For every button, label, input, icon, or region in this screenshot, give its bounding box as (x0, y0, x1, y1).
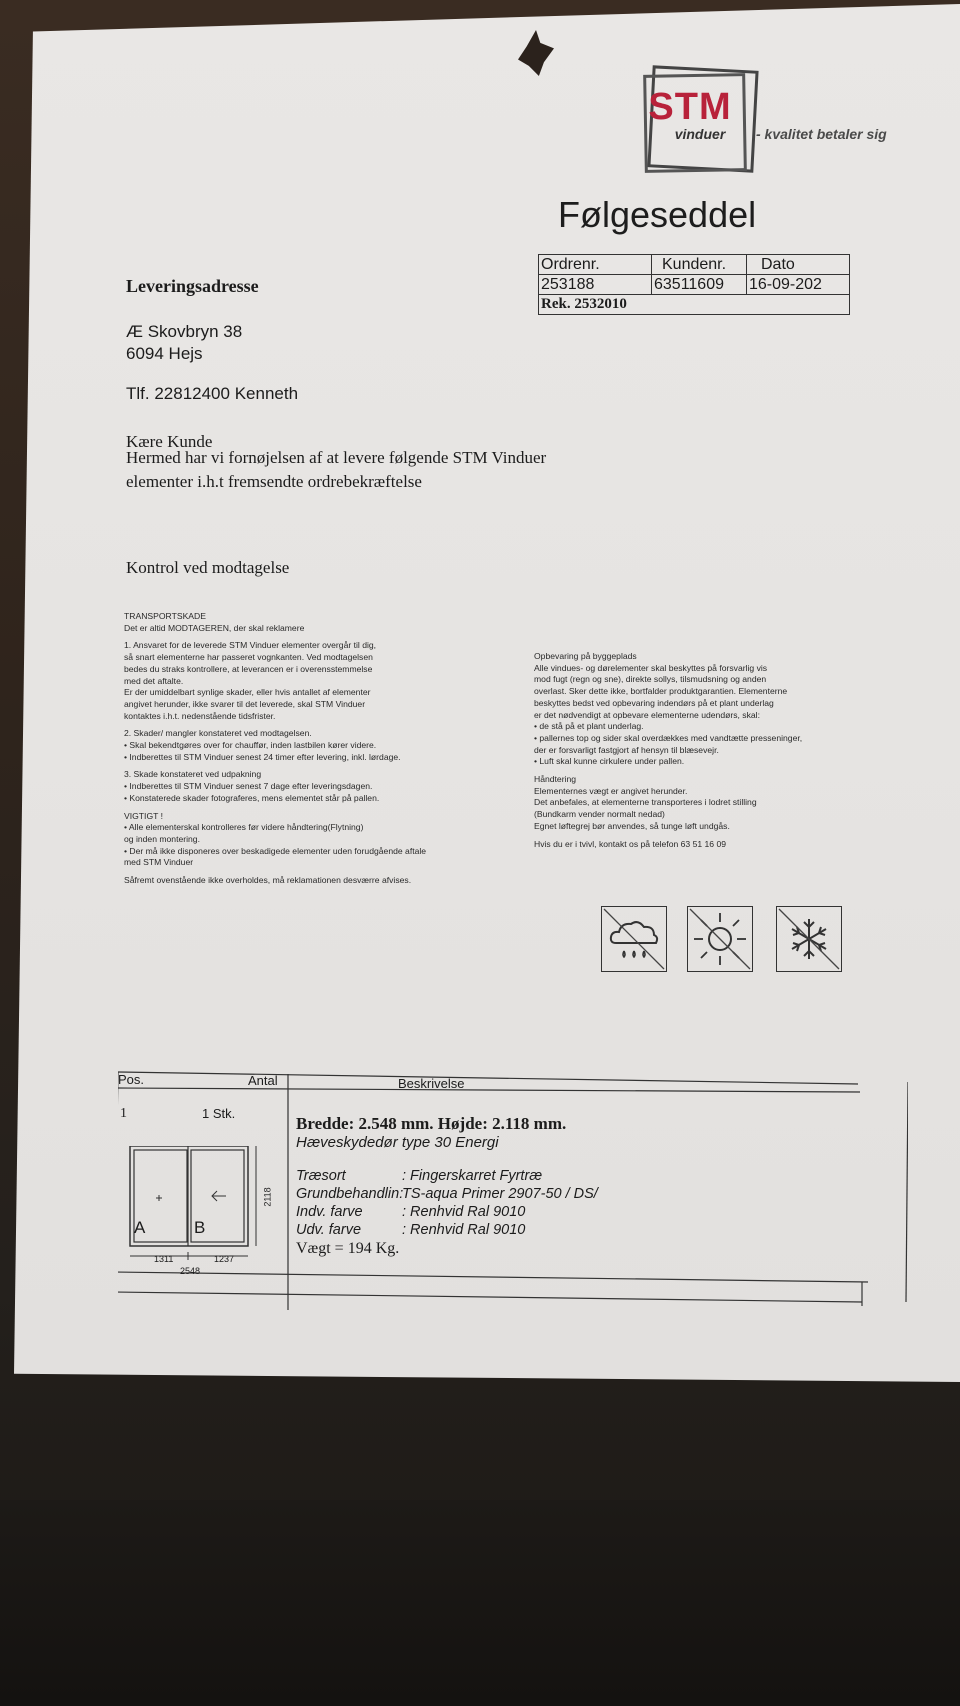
item-spec-labels (296, 1167, 403, 1239)
fine-print-line: 1. Ansvaret for de leverede STM Vinduer elementer overgår til dig, (124, 640, 377, 651)
logo-text: STM (648, 86, 732, 128)
fine-print-line: • pallernes top og sider skal overdækkes med vandtætte presseninger, (534, 732, 803, 743)
table-shadow (0, 1500, 960, 1706)
door-drawing (128, 1146, 278, 1266)
logo-subtext: vinduer (674, 126, 726, 142)
letter-line1: Hermed har vi fornøjelsen af at levere følgende STM Vinduer (126, 448, 547, 467)
order-value-kundenr: 63511609 (652, 275, 747, 295)
width-b-dim: 1237 (214, 1254, 235, 1264)
fine-print-line: (Bundkarm vender normalt nedad) (534, 809, 665, 820)
spec-label: Træsort (296, 1168, 346, 1184)
fine-print-line: • Konstaterede skader fotograferes, mens elementet står på pallen. (124, 792, 380, 803)
no-sun-icon (687, 906, 753, 972)
width-a-dim: 1311 (154, 1254, 174, 1264)
no-rain-icon (601, 906, 667, 972)
items-header-pos: Pos. (118, 1072, 145, 1087)
delivery-city: 6094 Hejs (126, 344, 203, 363)
fine-print-line: TRANSPORTSKADE (124, 611, 206, 621)
spec-value: : Renhvid Ral 9010 (402, 1204, 526, 1220)
width-total-dim: 2548 (180, 1266, 201, 1276)
delivery-phone: Tlf. 22812400 Kenneth (126, 384, 299, 403)
items-header-antal: Antal (248, 1073, 278, 1088)
height-dim: 2118 (262, 1187, 273, 1207)
item-dimensions: Bredde: 2.548 mm. Højde: 2.118 mm. (296, 1114, 567, 1133)
order-info-table (538, 254, 850, 315)
fine-print-line: • Der må ikke disponeres over beskadigede elementer uden forudgående aftale (124, 845, 427, 856)
fine-print-line: Alle vindues- og dørelementer skal beskyttes på forsvarlig vis (534, 662, 768, 673)
fine-print-line: Elementernes vægt er angivet herunder. (534, 785, 688, 796)
fine-print-line: • Luft skal kunne cirkulere under pallen. (534, 756, 685, 767)
slogan: - kvalitet betaler sig (756, 126, 887, 142)
delivery-street: Æ Skovbryn 38 (126, 322, 243, 341)
letter-line2: elementer i.h.t fremsendte ordrebekræftelse (126, 472, 422, 491)
spec-label: Indv. farve (296, 1204, 363, 1220)
fine-print-line: angivet herunder, ikke svarer til det leverede, skal STM Vinduer (124, 698, 366, 709)
fine-print-line: Det anbefales, at elementerne transporteres i lodret stilling (534, 797, 757, 808)
fine-print-line: Det er altid MODTAGEREN, der skal reklamere (124, 622, 305, 633)
order-header-dato: Dato (747, 255, 850, 275)
fine-print-line: mod fugt (regn og sne), direkte sollys, tilsmudsning og anden (534, 674, 767, 685)
fine-print-line: • Indberettes til STM Vinduer senest 24 timer efter levering, inkl. lørdage. (124, 751, 401, 762)
fine-print-line: Hvis du er i tvivl, kontakt os på telefon 63 51 16 09 (534, 838, 727, 849)
item-weight: Vægt = 194 Kg. (296, 1240, 400, 1257)
document-title: Følgeseddel (558, 194, 757, 235)
spec-label: Udv. farve (296, 1222, 362, 1238)
spec-value: : Fingerskarret Fyrtræ (402, 1168, 543, 1184)
panel-b-label: B (194, 1218, 206, 1237)
transport-damage-text (124, 611, 426, 887)
fine-print-line: så snart elementerne har passeret vognkanten. Ved modtagelsen (124, 652, 373, 663)
fine-print-line: Er der umiddelbart synlige skader, eller hvis antallet af elementer (124, 687, 371, 698)
item-antal: 1 Stk. (202, 1106, 236, 1121)
letter-salutation: Kære Kunde (126, 432, 213, 451)
rek-number: Rek. 2532010 (539, 295, 850, 315)
control-heading: Kontrol ved modtagelse (126, 558, 290, 577)
order-header-kundenr: Kundenr. (652, 255, 747, 275)
snowflake-icon (777, 907, 841, 971)
fine-print-line: overlast. Sker dette ikke, bortfalder produktgarantien. Elementerne (534, 686, 788, 697)
fine-print-line: kontaktes i.h.t. nedenstående tidsfrister. (124, 710, 276, 721)
fine-print-line: VIGTIGT ! (124, 810, 163, 821)
spec-label: Grundbehandlin: (296, 1186, 404, 1202)
fine-print-line: og inden montering. (124, 833, 200, 844)
fine-print-line: Egnet løftegrej bør anvendes, så tunge løft undgås. (534, 820, 730, 831)
fine-print-line: • Skal bekendtgøres over for chauffør, inden lastbilen kører videre. (124, 740, 377, 751)
fine-print-line: • Indberettes til STM Vinduer senest 7 dage efter leveringsdagen. (124, 781, 373, 792)
rain-cloud-icon (602, 907, 666, 971)
order-value-ordrenr: 253188 (539, 275, 652, 295)
fine-print-line: beskyttes bedst ved opbevaring indendørs på et plant underlag (534, 697, 774, 708)
spec-value: : Renhvid Ral 9010 (402, 1222, 526, 1238)
stm-logo (640, 64, 758, 176)
fine-print-line: Håndtering (534, 774, 577, 785)
item-spec-values (402, 1167, 598, 1239)
item-pos: 1 (120, 1106, 127, 1121)
no-frost-icon (776, 906, 842, 972)
item-type: Hæveskydedør type 30 Energi (296, 1134, 499, 1151)
panel-a-label: A (134, 1218, 146, 1237)
fine-print-line: 3. Skade konstateret ved udpakning (124, 769, 262, 780)
fine-print-line: Opbevaring på byggeplads (534, 651, 637, 661)
fine-print-line: der er forsvarligt fastgjort af hensyn til blæsevejr. (534, 744, 719, 755)
items-table (118, 1070, 906, 1308)
fine-print-line: med det aftalte. (124, 675, 184, 686)
fine-print-line: er det nødvendigt at opbevare elementerne udendørs, skal: (534, 709, 760, 720)
fine-print-line: • de stå på et plant underlag. (534, 721, 644, 732)
fine-print-line: 2. Skader/ mangler konstateret ved modtagelsen. (124, 728, 312, 739)
delivery-heading: Leveringsadresse (126, 276, 259, 296)
storage-handling-text (534, 651, 802, 850)
fine-print-line: Såfremt ovenstående ikke overholdes, må reklamationen desværre afvises. (124, 875, 412, 886)
fine-print-line: bedes du straks kontrollere, at leverancen er i overensstemmelse (124, 663, 373, 674)
fine-print-line: • Alle elementerskal kontrolleres før videre håndtering(Flytning) (124, 822, 364, 833)
fine-print-line: med STM Vinduer (124, 857, 194, 868)
order-header-ordrenr: Ordrenr. (539, 255, 652, 275)
spec-value: TS-aqua Primer 2907-50 / DS/ (402, 1186, 598, 1202)
items-header-beskrivelse: Beskrivelse (398, 1076, 465, 1091)
order-value-dato: 16-09-202 (747, 275, 850, 295)
sun-icon (688, 907, 752, 971)
